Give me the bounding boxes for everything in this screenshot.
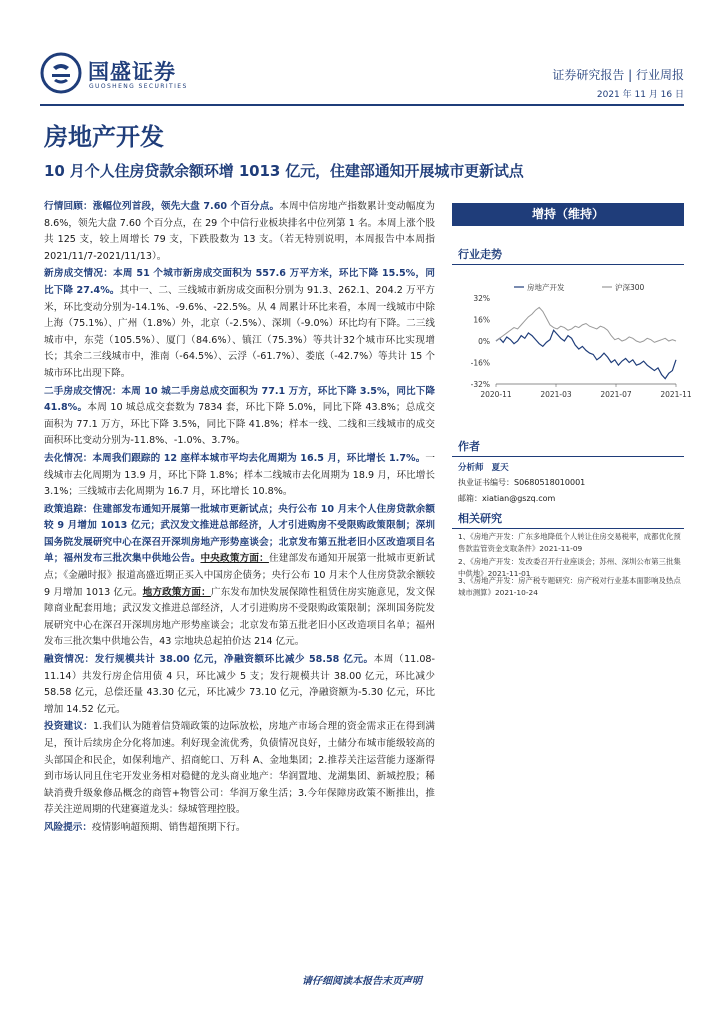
sector-title: 房地产开发 [44,122,164,151]
section-text: 一线城市去化周期为 13.9 月，环比下降 1.8%；样本二线城市去化周期为 18.9 月，环比增长 3.1%；三线城市去化周期为 16.7 月，环比增长 10.8%。 [44,452,435,498]
related-item[interactable]: 2、《房地产开发：发改委召开行业座谈会；苏州、深圳公布第三批集中供地》2021-11-01 [458,557,681,578]
policy-paragraph [44,502,435,651]
company-logo [40,52,240,100]
x-tick-label: 2021-07 [600,390,632,399]
y-tick-label: -16% [470,358,490,368]
report-type: 证券研究报告 | 行业周报 [552,68,684,82]
section-label: 新房成交情况： [44,268,114,280]
logo-subtext: GUOSHENG SECURITIES [89,83,188,90]
section-label: 行情回顾： [44,201,93,212]
trend-title: 行业走势 [458,248,502,261]
section-label: 去化情况： [44,452,93,464]
section-text: 疫情影响超预期、销售超预期下行。 [91,821,246,833]
license-label: 执业证书编号： [458,478,514,487]
new-home-paragraph [44,266,435,382]
section-label: 政策追踪： [44,503,93,515]
section-lead: 本周 10 城二手房总成交面积为 77.1 万方，环比下降 3.5%，同比下降 41.8%。 [44,385,435,414]
section-lead: 本周 51 个城市新房成交面积为 557.6 万平方米，环比下降 15.5%，同比下降 27.4%。 [44,268,435,296]
license-number: S0680518010001 [514,478,586,487]
y-tick-label: 0% [478,337,490,346]
section-lead: 发行规模共计 38.00 亿元，净融资额环比减少 58.58 亿元。 [94,654,374,666]
section-text: 1.我们认为随着信贷端政策的边际放松，房地产市场合理的资金需求正在得到满足，预计后续房企分化将加速。利好现金流优秀，负债情况良好，土储分布城市能级较高的头部国企和民企，如保利地产、招商蛇口、万科 A、金地集团；2.推荐关注运营能力逐渐得到市场认同且住宅开发业务相对稳健的龙头商业地产：华润置地、龙湖集团、新城控股；稀缺消费升级象修品概念的商管+物管公司：华润万象生活；3.今年保障房政策不断推出，推荐关注逆周期的代建赛道龙头：绿城管理控股。 [44,721,436,816]
x-tick-label: 2021-11 [660,390,692,399]
header-divider [40,104,684,106]
related-divider [452,528,684,529]
legend-label: 房地产开发 [527,283,565,292]
inventory-paragraph [44,451,435,501]
logo-text: 国盛证券 [88,60,176,84]
industry-trend-chart [452,276,692,410]
market-review-paragraph [44,199,435,265]
rating-badge: 增持（维持） [452,203,684,226]
risk-paragraph [44,820,435,837]
related-item[interactable]: 3、《房地产开发：房产税专题研究：房产税对行业基本面影响及热点城市测算》2021-10-24 [458,576,681,597]
section-lead: 本周我们跟踪的 12 座样本城市平均去化周期为 16.5 月，环比增长 1.7%。 [92,452,426,464]
central-policy-label: 中央政策方面： [200,553,269,565]
section-label: 投资建议： [44,721,93,733]
author-divider [452,456,684,457]
trend-divider [452,264,684,265]
report-body [44,199,435,838]
section-text: 其中一、二、三线城市新房成交面积分别为 91.3、262.1、204.2 万平方米，环比变动分别为-14.1%、-9.6%、-22.5%。从 4 周累计环比来看，本周一线城市中除上海（75.1%）、广州（1.8%）外，北京（-2.5%）、深圳（-9.0%）环比均有下降。二三线城市中，东莞（105.5%）、厦门（84.6%）、镇江（75.3%）等共计32个城市环比实现增长；其余二三线城市中，淮南（-64.5%）、云浮（-61.7%）、娄底（-42.7%）等共计 15 个城市环比出现下降。 [44,284,435,379]
analyst-line [458,461,509,473]
financing-paragraph [44,652,435,718]
email-label: 邮箱： [458,494,482,503]
local-policy-label: 地方政策方面： [142,586,211,598]
license-line [458,477,585,488]
author-title: 作者 [458,440,480,453]
series-line-0 [496,330,676,378]
email-line [458,493,555,504]
section-label: 二手房成交情况： [44,385,122,397]
legend-label: 沪深300 [615,283,645,292]
x-tick-label: 2020-11 [480,390,512,399]
section-text: 本周 10 城总成交套数为 7834 套，环比下降 5.0%，同比下降 43.8%；总成交面积为 77.1 万方，环比下降 3.5%，同比下降 41.8%；样本一线、二线和三线城市的成交面积环比变动分别为-11.8%、-1.0%、3.7%。 [44,402,435,447]
section-label: 风险提示： [44,821,92,833]
y-tick-label: -32% [470,380,490,389]
investment-paragraph [44,719,435,819]
resale-paragraph [44,384,435,450]
local-policy-text: 广东发布加快发展保障性租赁住房实施意见，发文保障商业配套用地；武汉发文推进总部经济，人才引进购房不受限购政策限制；深圳国务院发展研究中心在深召开深圳房地产形势座谈会；北京发布第五批老旧小区改造项目名单；福州发布三批次集中供地公告，43 宗地块总起拍价达 214 亿元。 [44,586,436,648]
logo-mark-icon [40,52,82,94]
email-link[interactable]: xiatian@gszq.com [482,494,556,503]
related-item[interactable]: 1、《房地产开发：广东多地降低个人转让住房交易税率，成都优化预售款监管资金支取条件》2021-11-09 [458,532,681,553]
analyst-label: 分析师 [458,463,484,473]
section-lead: 住建部发布通知开展第一批城市更新试点；央行公布 10 月末个人住房贷款余额较 9 月增加 1013 亿元；武汉发文推进总部经济，人才引进购房不受限购政策限制；深圳国务院发展研究中心在深召开深圳房地产形势座谈会；北京发布第五批老旧小区改造项目名单；福州发布三批次集中供地公告。 [44,503,436,565]
central-policy-text: 住建部发布通知开展第一批城市更新试点；《金融时报》报道高盛近期正买入中国房企债务；央行公布 10 月末个人住房贷款余额较 9 月增加 1013 亿元。 [44,553,436,598]
x-tick-label: 2021-03 [540,390,572,399]
report-date: 2021 年 11 月 16 日 [596,90,684,100]
section-lead: 涨幅位列首段，领先大盘 7.60 个百分点。 [92,201,280,212]
y-tick-label: 32% [473,294,490,303]
related-title: 相关研究 [458,512,502,525]
analyst-name: 夏天 [491,463,509,473]
report-headline: 10 月个人住房贷款余额环增 1013 亿元，住建部通知开展城市更新试点 [44,162,524,180]
y-tick-label: 16% [473,315,490,325]
section-label: 融资情况： [44,654,95,666]
section-text: 本周中信房地产指数累计变动幅度为 8.6%，领先大盘 7.60 个百分点，在 29 个中信行业板块排名中位列第 1 名。本周上涨个股共 125 支，较上周增长 79 支，下跌股数为 13 支。（若无特别说明，本周报告中本周指 2021/11/7-2021/11/13）。 [44,201,436,262]
section-text: 本周（11.08-11.14）共发行房企信用债 4 只，环比减少 5 支；发行规模共计 38.00 亿元，环比减少 58.58 亿元，总偿还量 43.30 亿元，环比减少 73.10 亿元，净融资额为-5.30 亿元，环比增加 14.52 亿元。 [44,654,435,715]
footer-disclaimer: 请仔细阅读本报告末页声明 [302,976,422,987]
